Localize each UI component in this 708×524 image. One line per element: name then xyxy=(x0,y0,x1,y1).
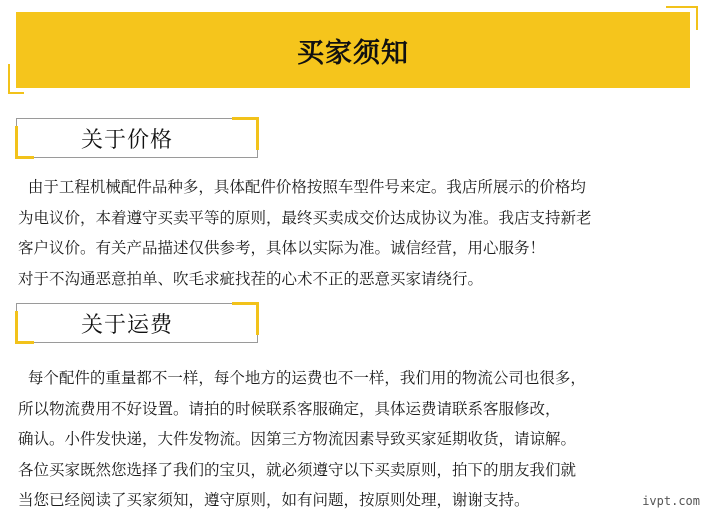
text-line: 客户议价。有关产品描述仅供参考，具体以实际为准。诚信经营，用心服务！ xyxy=(18,239,546,257)
section-body-price xyxy=(18,172,702,294)
heading-accent xyxy=(232,117,259,150)
watermark: ivpt.com xyxy=(642,494,700,508)
section-heading-shipping xyxy=(16,303,258,343)
section-title: 关于价格 xyxy=(81,128,174,153)
heading-accent xyxy=(232,302,259,335)
text-line: 为电议价，本着遵守买卖平等的原则，最终买卖成交价达成协议为准。我店支持新老 xyxy=(18,208,592,227)
text-line: 所以物流费用不好设置。请拍的时候联系客服确定，具体运费请联系客服修改， xyxy=(18,399,561,418)
heading-accent xyxy=(15,126,34,159)
text-line: 当您已经阅读了买家须知，遵守原则，如有问题，按原则处理，谢谢支持。 xyxy=(18,491,530,509)
section-body-shipping xyxy=(18,363,702,516)
text-line: 各位买家既然您选择了我们的宝贝，就必须遵守以下买卖原则，拍下的朋友我们就 xyxy=(18,460,577,479)
section-title: 关于运费 xyxy=(81,313,174,338)
text-line: 确认。小件发快递，大件发物流。因第三方物流因素导致买家延期收货，请谅解。 xyxy=(18,430,577,448)
section-heading-price xyxy=(16,118,258,158)
text-line: 每个配件的重量都不一样，每个地方的运费也不一样，我们用的物流公司也很多， xyxy=(18,369,586,387)
heading-accent xyxy=(15,311,34,344)
header-banner xyxy=(16,12,690,88)
page-title: 买家须知 xyxy=(297,37,409,69)
text-line: 对于不沟通恶意拍单、吹毛求疵找茬的心术不正的恶意买家请绕行。 xyxy=(18,269,484,288)
text-line: 由于工程机械配件品种多，具体配件价格按照车型件号来定。我店所展示的价格均 xyxy=(18,178,586,196)
